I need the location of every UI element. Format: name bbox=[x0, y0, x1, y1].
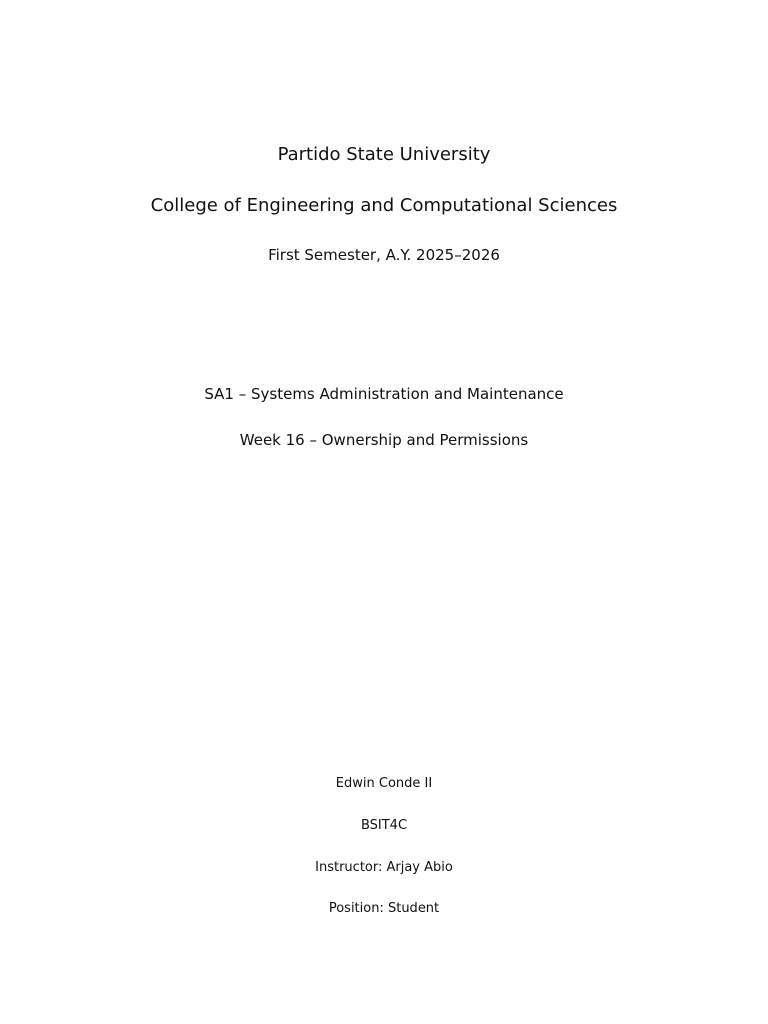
semester-line: First Semester, A.Y. 2025–2026 bbox=[268, 246, 500, 264]
position-line: Position: Student bbox=[328, 901, 440, 916]
course-title: SA1 – Systems Administration and Maintenance bbox=[204, 385, 564, 403]
instructor-line: Instructor: Arjay Abio bbox=[315, 860, 453, 875]
student-section: BSIT4C bbox=[360, 818, 408, 833]
college-name: College of Engineering and Computational Sciences bbox=[150, 195, 618, 216]
student-name: Edwin Conde II bbox=[335, 776, 433, 791]
university-name: Partido State University bbox=[277, 144, 491, 165]
week-topic: Week 16 – Ownership and Permissions bbox=[239, 431, 529, 449]
